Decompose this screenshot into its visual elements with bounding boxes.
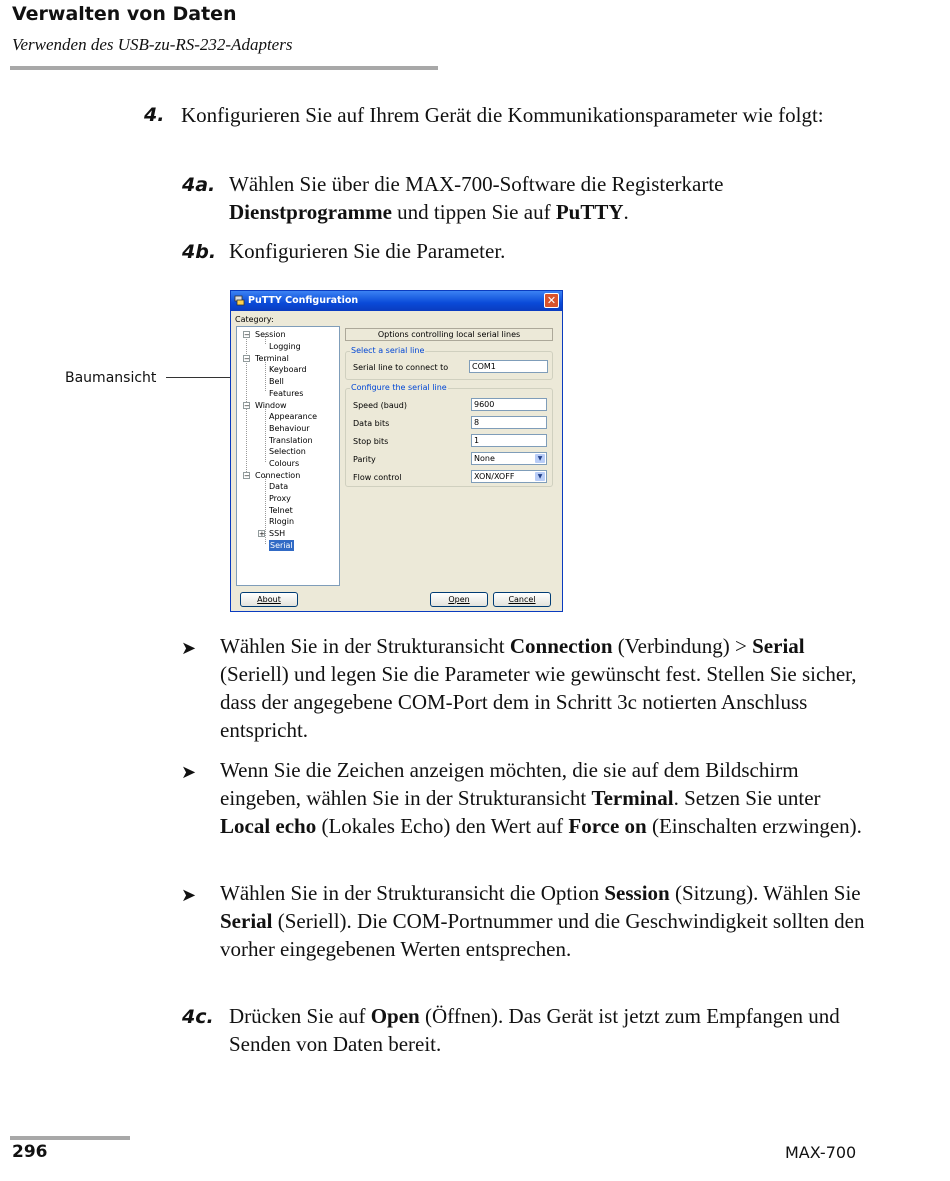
tree-item-data[interactable]: Data: [269, 482, 289, 491]
tree-item-translation[interactable]: Translation: [269, 436, 313, 445]
parity-select[interactable]: None ▼: [471, 452, 547, 465]
tree-item-bell[interactable]: Bell: [269, 377, 284, 386]
bullet-arrow-icon: ➤: [181, 638, 197, 659]
category-label: Category:: [235, 315, 274, 324]
tree-item-proxy[interactable]: Proxy: [269, 494, 291, 503]
bullet-1-text: Wählen Sie in der Strukturansicht Connection (Verbindung) > Serial (Seriell) und legen Sie die Parameter wie gewünscht fest. Stellen Sie sicher, dass der angegebene COM-Port dem in Schritt 3c notierten Anschluss entspricht.: [220, 634, 857, 742]
serial-line-label: Serial line to connect to: [353, 363, 449, 372]
data-bits-input[interactable]: 8: [471, 416, 547, 429]
tree-item-keyboard[interactable]: Keyboard: [269, 365, 307, 374]
expand-icon[interactable]: +: [259, 530, 265, 538]
options-header: Options controlling local serial lines: [345, 328, 553, 341]
collapse-icon[interactable]: −: [244, 472, 250, 480]
open-button[interactable]: Open: [430, 592, 488, 607]
bullet-2-text: Wenn Sie die Zeichen anzeigen möchten, die sie auf dem Bildschirm eingeben, wählen Sie in der Strukturansicht Terminal. Setzen Sie unter Local echo (Lokales Echo) den Wert auf Force on (Einschalten erzwingen).: [220, 758, 862, 838]
footer-model: MAX-700: [785, 1143, 857, 1162]
stop-bits-label: Stop bits: [353, 437, 389, 446]
speed-label: Speed (baud): [353, 401, 407, 410]
tree-item-selection[interactable]: Selection: [269, 447, 306, 456]
tree-item-session[interactable]: Session: [255, 330, 286, 339]
serial-line-input[interactable]: COM1: [469, 360, 548, 373]
tree-item-serial[interactable]: Serial: [270, 541, 293, 550]
window-titlebar: [231, 291, 562, 311]
step-4c-text: Drücken Sie auf Open (Öffnen). Das Gerät ist jetzt zum Empfangen und Senden von Daten bereit.: [229, 1004, 840, 1056]
bullet-arrow-icon: ➤: [181, 762, 197, 783]
tree-item-appearance[interactable]: Appearance: [269, 412, 318, 421]
step-4c-number: 4c.: [182, 1006, 214, 1028]
tree-item-ssh[interactable]: SSH: [269, 529, 286, 538]
tree-item-terminal[interactable]: Terminal: [255, 354, 289, 363]
header-rule: [10, 66, 438, 70]
collapse-icon[interactable]: −: [244, 402, 250, 410]
tree-view-callout: Baumansicht: [65, 370, 157, 386]
putty-config-window: [230, 290, 563, 612]
step-4b-number: 4b.: [182, 241, 217, 263]
speed-input[interactable]: 9600: [471, 398, 547, 411]
stop-bits-input[interactable]: 1: [471, 434, 547, 447]
collapse-icon[interactable]: −: [244, 331, 250, 339]
tree-item-window[interactable]: Window: [255, 401, 287, 410]
page-number: 296: [12, 1142, 48, 1162]
tree-item-logging[interactable]: Logging: [269, 342, 301, 351]
collapse-icon[interactable]: −: [244, 355, 250, 363]
group-title: Configure the serial line: [351, 383, 447, 392]
tree-item-rlogin[interactable]: Rlogin: [269, 517, 295, 526]
tree-item-features[interactable]: Features: [269, 389, 304, 398]
putty-icon: [234, 295, 245, 306]
close-icon[interactable]: ✕: [544, 293, 559, 308]
window-title: PuTTY Configuration: [248, 295, 359, 306]
step-4b-text: Konfigurieren Sie die Parameter.: [229, 239, 506, 263]
section-subtitle: Verwenden des USB-zu-RS-232-Adapters: [12, 35, 293, 54]
group-title: Select a serial line: [351, 346, 425, 355]
footer-rule: [10, 1136, 130, 1140]
about-button[interactable]: About: [240, 592, 298, 607]
chevron-down-icon[interactable]: ▼: [535, 472, 545, 481]
tree-item-telnet[interactable]: Telnet: [269, 506, 293, 515]
step-4-text: Konfigurieren Sie auf Ihrem Gerät die Kommunikationsparameter wie folgt:: [181, 103, 824, 127]
tree-item-connection[interactable]: Connection: [255, 471, 301, 480]
category-tree[interactable]: [236, 326, 340, 586]
bullet-arrow-icon: ➤: [181, 885, 197, 906]
flow-control-label: Flow control: [353, 473, 402, 482]
tree-item-colours[interactable]: Colours: [269, 459, 300, 468]
step-4-number: 4.: [144, 104, 165, 126]
step-4a-text: Wählen Sie über die MAX-700-Software die Registerkarte Dienstprogramme und tippen Sie auf PuTTY.: [229, 172, 724, 224]
chapter-title: Verwalten von Daten: [12, 3, 237, 25]
cancel-button[interactable]: Cancel: [493, 592, 551, 607]
step-4a-number: 4a.: [182, 174, 216, 196]
parity-label: Parity: [353, 455, 376, 464]
flow-control-select[interactable]: XON/XOFF ▼: [471, 470, 547, 483]
data-bits-label: Data bits: [353, 419, 390, 428]
tree-item-behaviour[interactable]: Behaviour: [269, 424, 310, 433]
bullet-3-text: Wählen Sie in der Strukturansicht die Option Session (Sitzung). Wählen Sie Serial (Seriell). Die COM-Portnummer und die Geschwindigkeit sollten den vorher eingegebenen Werten entsprechen.: [220, 881, 865, 961]
chevron-down-icon[interactable]: ▼: [535, 454, 545, 463]
